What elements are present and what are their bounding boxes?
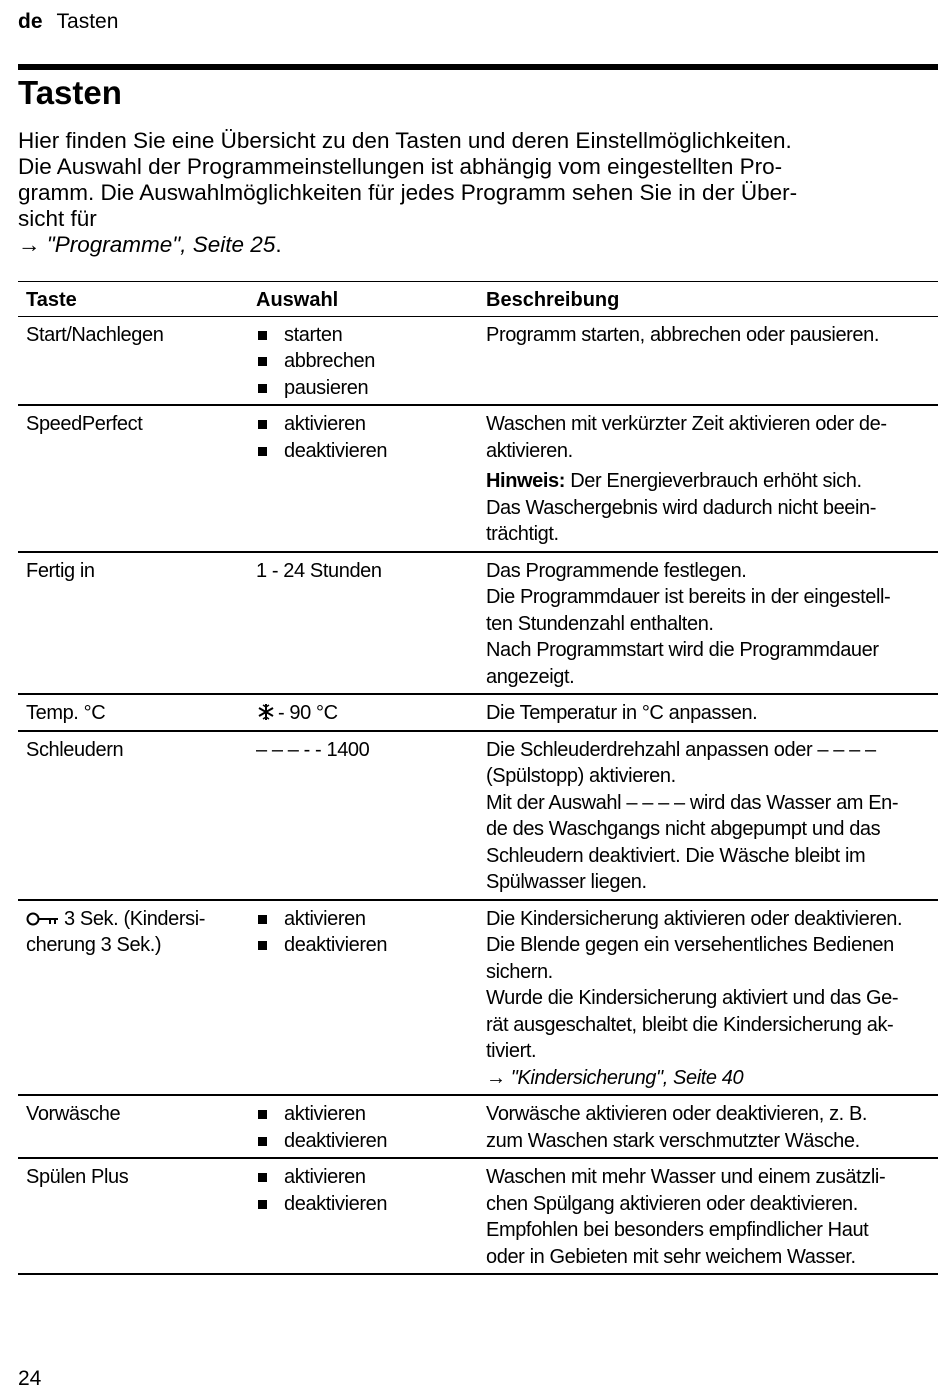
option-list (256, 1164, 478, 1217)
option-label: deaktivieren (284, 934, 388, 956)
description-line: de des Waschgangs nicht abgepumpt und das (486, 818, 881, 840)
taste-cell (18, 900, 248, 1096)
bullet-square-icon (258, 420, 267, 429)
table-row (18, 1095, 938, 1158)
option-list (256, 1101, 478, 1154)
option-label: starten (284, 323, 343, 346)
page-number: 24 (18, 1367, 42, 1390)
table-row (18, 1158, 938, 1274)
description-line: (Spülstopp) aktivieren. (486, 765, 676, 787)
option-list (256, 322, 478, 402)
option-label: pausieren (284, 376, 369, 399)
bullet-square-icon (258, 447, 267, 456)
option-label: aktivieren (284, 1166, 366, 1188)
hinweis-text: trächtigt. (486, 523, 559, 545)
table-row (18, 900, 938, 1096)
option-label: deaktivieren (284, 1129, 388, 1152)
intro-xref[interactable] (18, 232, 938, 258)
hinweis-label: Hinweis: (486, 470, 566, 492)
option-label: aktivieren (284, 907, 366, 930)
list-item (256, 348, 478, 375)
description-line: aktivieren. (486, 439, 573, 462)
header-rule (18, 64, 938, 70)
description-line: oder in Gebieten mit sehr weichem Wasser. (486, 1245, 856, 1268)
auswahl-cell: 1 - 24 Stunden (248, 552, 478, 695)
section-name: Tasten (56, 10, 119, 33)
list-item (256, 1191, 478, 1218)
intro-line: Hier finden Sie eine Übersicht zu den Tasten und deren Einstellmöglichkeiten. (18, 128, 792, 153)
auswahl-cell (248, 316, 478, 405)
table-row (18, 552, 938, 695)
auswahl-cell (248, 900, 478, 1096)
description-line: Empfohlen bei besonders empfindlicher Haut (486, 1219, 869, 1241)
description-line: Schleudern deaktiviert. Die Wäsche bleibt im (486, 844, 866, 867)
bullet-square-icon (258, 1137, 267, 1146)
page-title: Tasten (18, 74, 122, 111)
running-header (18, 8, 118, 36)
beschreibung-cell (478, 900, 938, 1096)
description-line: Programm starten, abbrechen oder pausieren. (486, 323, 880, 346)
table-row (18, 731, 938, 900)
option-label: aktivieren (284, 413, 366, 435)
bullet-square-icon (258, 915, 267, 924)
description-line: Das Programmende festlegen. (486, 559, 747, 582)
taste-cell: Temp. °C (18, 694, 248, 731)
beschreibung-cell (478, 694, 938, 731)
description-line: Die Temperatur in °C anpassen. (486, 702, 758, 724)
table-row (18, 694, 938, 731)
bullet-square-icon (258, 1110, 267, 1119)
description-line: Wurde die Kindersicherung aktiviert und das Ge- (486, 987, 899, 1009)
list-item (256, 906, 478, 933)
column-header-taste: Taste (18, 282, 248, 317)
beschreibung-cell (478, 552, 938, 695)
list-item (256, 1164, 478, 1191)
language-code: de (18, 10, 43, 33)
hinweis-note (486, 468, 938, 548)
description-line: Spülwasser liegen. (486, 871, 647, 893)
description-line: sichern. (486, 960, 553, 983)
option-list (256, 411, 478, 464)
taste-cell: Fertig in (18, 552, 248, 695)
bullet-square-icon (258, 1200, 267, 1209)
option-label: aktivieren (284, 1103, 366, 1125)
description-line: Waschen mit verkürzter Zeit aktivieren oder de- (486, 413, 887, 435)
description-line: zum Waschen stark verschmutzter Wäsche. (486, 1129, 860, 1152)
description-line: Waschen mit mehr Wasser und einem zusätzli- (486, 1166, 886, 1188)
list-item (256, 375, 478, 402)
taste-cell: Schleudern (18, 731, 248, 900)
bullet-square-icon (258, 941, 267, 950)
description-line: chen Spülgang aktivieren oder deaktivieren. (486, 1192, 858, 1215)
description-line: tiviert. (486, 1040, 537, 1062)
intro-paragraph (18, 128, 938, 258)
beschreibung-cell (478, 316, 938, 405)
auswahl-cell (248, 1095, 478, 1158)
bullet-square-icon (258, 1173, 267, 1182)
table-row (18, 316, 938, 405)
list-item (256, 322, 478, 349)
table-header-row (18, 282, 938, 317)
taste-cell: SpeedPerfect (18, 405, 248, 552)
table-row (18, 405, 938, 552)
xref-tail: . (275, 232, 282, 257)
auswahl-cell (248, 694, 478, 731)
intro-line: Die Auswahl der Programmeinstellungen ist abhängig vom eingestellten Pro- (18, 154, 783, 179)
auswahl-cell (248, 1158, 478, 1274)
xref-link-kindersicherung[interactable]: "Kindersicherung", Seite 40 (510, 1066, 744, 1089)
description-line: Vorwäsche aktivieren oder deaktivieren, z. B. (486, 1103, 868, 1125)
description-line: Nach Programmstart wird die Programmdauer (486, 639, 879, 661)
auswahl-cell: – – – - - 1400 (248, 731, 478, 900)
beschreibung-cell (478, 731, 938, 900)
arrow-right-icon: → (486, 1066, 506, 1089)
keys-table (18, 281, 938, 1275)
bullet-square-icon (258, 331, 267, 340)
list-item (256, 1101, 478, 1128)
description-line: angezeigt. (486, 665, 575, 688)
list-item (256, 411, 478, 438)
list-item (256, 1128, 478, 1155)
option-label: deaktivieren (284, 439, 388, 462)
hinweis-text: Der Energieverbrauch erhöht sich. (565, 470, 862, 492)
intro-line: sicht für (18, 206, 97, 231)
column-header-auswahl: Auswahl (248, 282, 478, 317)
option-list (256, 906, 478, 959)
description-line: Mit der Auswahl – – – – wird das Wasser am En- (486, 791, 899, 814)
auswahl-cell (248, 405, 478, 552)
description-line: Die Blende gegen ein versehentliches Bedienen (486, 934, 894, 956)
taste-cell: Vorwäsche (18, 1095, 248, 1158)
description-line: Die Programmdauer ist bereits in der eingestell- (486, 586, 891, 608)
description-line: ten Stundenzahl enthalten. (486, 612, 714, 635)
beschreibung-cell (478, 405, 938, 552)
column-header-beschreibung: Beschreibung (478, 282, 938, 317)
description-line: Die Schleuderdrehzahl anpassen oder – – – – (486, 738, 876, 761)
description-line: rät ausgeschaltet, bleibt die Kindersicherung ak- (486, 1013, 894, 1036)
beschreibung-cell (478, 1095, 938, 1158)
taste-cell: Spülen Plus (18, 1158, 248, 1274)
beschreibung-cell (478, 1158, 938, 1274)
bullet-square-icon (258, 357, 267, 366)
option-label: abbrechen (284, 350, 375, 372)
taste-cell: Start/Nachlegen (18, 316, 248, 405)
key-icon (26, 911, 60, 927)
option-label: deaktivieren (284, 1192, 388, 1215)
list-item (256, 438, 478, 465)
taste-label: cherung 3 Sek.) (26, 934, 162, 956)
xref-line[interactable] (486, 1065, 938, 1092)
bullet-square-icon (258, 384, 267, 393)
list-item (256, 932, 478, 959)
arrow-right-icon: → (18, 232, 41, 257)
snowflake-icon (256, 702, 276, 722)
description-line: Die Kindersicherung aktivieren oder deaktivieren. (486, 907, 903, 930)
xref-link-programme[interactable]: "Programme", Seite 25 (46, 232, 276, 257)
intro-line: gramm. Die Auswahlmöglichkeiten für jedes Programm sehen Sie in der Über- (18, 180, 798, 205)
taste-label: 3 Sek. (Kindersi- (64, 907, 206, 930)
hinweis-text: Das Waschergebnis wird dadurch nicht beein- (486, 496, 877, 519)
temperature-range: - 90 °C (278, 702, 338, 724)
